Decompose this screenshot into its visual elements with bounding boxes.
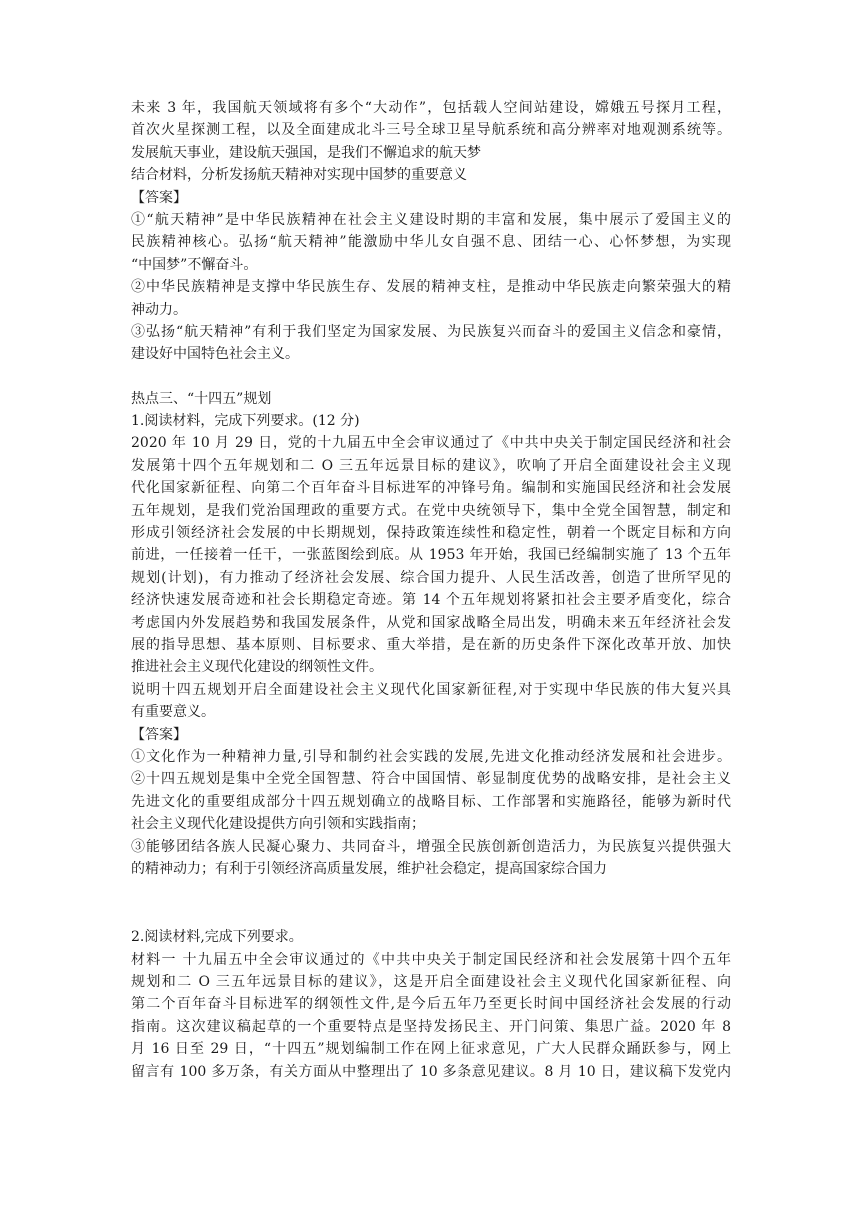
question-line: 有重要意义。 (131, 704, 215, 721)
text-line: 留言有 100 多万条，有关方面从中整理出了 10 多条意见建议。8 月 10 日，建议稿下发党内 (131, 1063, 731, 1080)
section-heading: 热点三、“十四五”规划 (131, 390, 272, 407)
spacer (131, 880, 731, 926)
text-line: 材料一 十九届五中全会审议通过的《中共中央关于制定国民经济和社会发展第十四个五年 (131, 951, 731, 968)
text-line: 经济快速发展奇迹和社会长期稳定奇迹。第 14 个五年规划将紧扣社会主要矛盾变化，综合 (131, 592, 731, 609)
question-title: 2.阅读材料,完成下列要求。 (131, 929, 303, 946)
question-line: 结合材料，分析发扬航天精神对实现中国梦的重要意义 (131, 167, 467, 184)
text-line: “中国梦”不懈奋斗。 (131, 256, 258, 273)
text-line: 社会主义现代化建设提供方向引领和实践指南； (131, 816, 425, 833)
text-line: 考虑国内外发展趋势和我国发展条件，从党和国家战略全局出发，明确未来五年经济社会发 (131, 614, 731, 631)
text-line: 第二个百年奋斗目标进军的纲领性文件,是今后五年乃至更长时间中国经济社会发展的行动 (131, 996, 731, 1013)
text-line: 建设好中国特色社会主义。 (131, 346, 299, 363)
question-title: 1.阅读材料，完成下列要求。(12 分) (131, 413, 360, 430)
text-line: 首次火星探测工程，以及全面建成北斗三号全球卫星导航系统和高分辨率对地观测系统等。 (131, 122, 731, 139)
text-line: 未来 3 年，我国航天领域将有多个“大动作”，包括载人空间站建设，嫦娥五号探月工程， (131, 100, 731, 116)
answer-heading: 【答案】 (131, 189, 187, 206)
text-line: 2020 年 10 月 29 日，党的十九届五中全会审议通过了《中共中央关于制定国民经济和社会 (131, 435, 731, 452)
hotspot-three-section (131, 388, 731, 881)
text-line: ②十四五规划是集中全党全国智慧、符合中国国情、彰显制度优势的战略安排，是社会主义 (131, 771, 731, 788)
text-line: 指南。这次建议稿起草的一个重要特点是坚持发扬民主、开门问策、集思广益。2020 年 8 (131, 1018, 731, 1035)
text-line: 展的指导思想、基本原则、目标要求、重大举措，是在新的历史条件下深化改革开放、加快 (131, 636, 731, 653)
text-line: 五年规划，是我们党治国理政的重要方式。在党中央统领导下，集中全党全国智慧，制定和 (131, 502, 731, 519)
text-line: 月 16 日至 29 日，“十四五”规划编制工作在网上征求意见，广大人民群众踊跃参与，网上 (131, 1041, 731, 1058)
question-line: 说明十四五规划开启全面建设社会主义现代化国家新征程,对于实现中华民族的伟大复兴具 (131, 681, 731, 698)
text-line: ①“航天精神”是中华民族精神在社会主义建设时期的丰富和发展，集中展示了爱国主义的 (131, 211, 731, 228)
text-line: 规划(计划)，有力推动了经济社会发展、综合国力提升、人民生活改善，创造了世所罕见的 (131, 569, 731, 586)
text-line: ③弘扬“航天精神”有利于我们坚定为国家发展、为民族复兴而奋斗的爱国主义信念和豪情， (131, 323, 731, 340)
document-page (131, 97, 731, 1083)
text-line: 推进社会主义现代化建设的纲领性文件。 (131, 659, 383, 676)
text-line: 发展第十四个五年规划和二 O 三五年远景目标的建议》，吹响了开启全面建设社会主义现 (131, 457, 731, 474)
text-line: 前进，一任接着一任干，一张蓝图绘到底。从 1953 年开始，我国已经编制实施了 13 个五年 (131, 547, 731, 564)
text-line: 代化国家新征程、向第二个百年奋斗目标进军的冲锋号角。编制和实施国民经济和社会发展 (131, 480, 731, 497)
text-line: 民族精神核心。弘扬“航天精神”能激励中华儿女自强不息、团结一心、心怀梦想，为实现 (131, 234, 731, 251)
text-line: 规划和二 O 三五年远景目标的建议》，这是开启全面建设社会主义现代化国家新征程、向 (131, 974, 731, 991)
space-spirit-section (131, 97, 731, 366)
text-line: ①文化作为一种精神力量,引导和制约社会实践的发展,先进文化推动经济发展和社会进步。 (131, 748, 731, 765)
answer-heading: 【答案】 (131, 726, 187, 743)
text-line: 形成引领经济社会发展的中长期规划，保持政策连续性和稳定性，朝着一个既定目标和方向 (131, 525, 731, 542)
text-line: 神动力。 (131, 301, 187, 318)
text-line: ③能够团结各族人民凝心聚力、共同奋斗，增强全民族创新创造活力，为民族复兴提供强大 (131, 838, 731, 855)
text-line: 发展航天事业，建设航天强国，是我们不懈追求的航天梦 (131, 144, 481, 161)
spacer (131, 366, 731, 388)
text-line: 先进文化的重要组成部分十四五规划确立的战略目标、工作部署和实施路径，能够为新时代 (131, 793, 731, 810)
text-line: 的精神动力；有利于引领经济高质量发展，维护社会稳定，提高国家综合国力 (131, 860, 607, 877)
text-line: ②中华民族精神是支撑中华民族生存、发展的精神支柱，是推动中华民族走向繁荣强大的精 (131, 279, 731, 296)
question-two-section (131, 926, 731, 1083)
